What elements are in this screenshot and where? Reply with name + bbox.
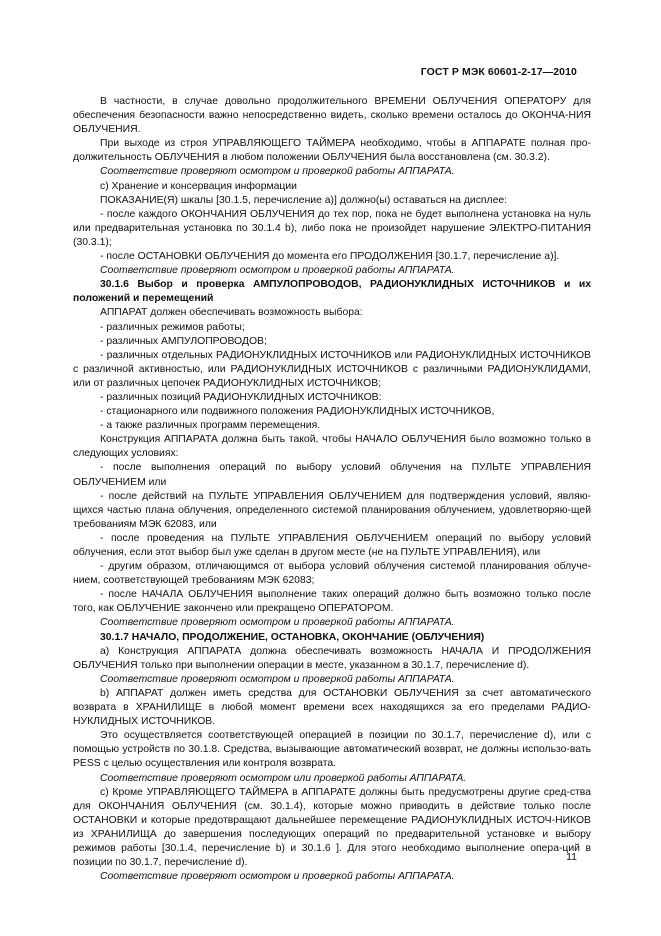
paragraph: - после ОСТАНОВКИ ОБЛУЧЕНИЯ до момента его ПРОДОЛЖЕНИЯ [30.1.7, перечисление а)]. [100, 251, 560, 263]
paragraph: В частности, в случае довольно продолжительного ВРЕМЕНИ ОБЛУЧЕНИЯ ОПЕРАТОРУ для обеспечения безопасности важно непосредственно видеть, сколько времени осталось до ОКОНЧА-НИЯ ОБЛУЧЕНИЯ. [73, 96, 591, 136]
paragraph: - различных режимов работы; [100, 321, 245, 333]
paragraph: a) Конструкция АППАРАТА должна обеспечивать возможность НАЧАЛА И ПРОДОЛЖЕНИЯ ОБЛУЧЕНИЯ только при выполнении операции в месте, указанном в 30.1.7, перечисление d). [73, 645, 591, 671]
paragraph: - другим образом, отличающимся от выбора условий облучения системой планирования облуче-нием, соответствующей требованиям МЭК 62083; [73, 561, 591, 587]
paragraph: - после каждого ОКОНЧАНИЯ ОБЛУЧЕНИЯ до тех пор, пока не будет выполнена установка на нуль или предварительная установка по 30.1.4 b), либо пока не произойдет нарушение ЭЛЕКТРО-ПИТАНИЯ (30.3.1); [73, 208, 591, 248]
paragraph: - после выполнения операций по выбору условий облучения на ПУЛЬТЕ УПРАВЛЕНИЯ ОБЛУЧЕНИЕМ или [73, 462, 591, 488]
paragraph: При выходе из строя УПРАВЛЯЮЩЕГО ТАЙМЕРА необходимо, чтобы в АППАРАТЕ полная про-должительность ОБЛУЧЕНИЯ в любом положении ОБЛУЧЕНИЯ была восстановлена (см. 30.3.2). [73, 138, 591, 164]
paragraph: Это осуществляется соответствующей операцией в позиции по 30.1.7, перечисление d), или с помощью устройств по 30.1.8. Средства, вызывающие автоматический возврат, не должны использо-вать PESS с целью осуществления или контроля возврата. [73, 730, 591, 770]
paragraph: - различных АМПУЛОПРОВОДОВ; [100, 335, 267, 347]
compliance-note: Соответствие проверяют осмотром и проверкой работы АППАРАТА. [100, 617, 455, 629]
paragraph: - после НАЧАЛА ОБЛУЧЕНИЯ выполнение таких операций должно быть возможно только после того, как ОБЛУЧЕНИЕ закончено или прекращено ОПЕРАТОРОМ. [73, 589, 591, 615]
paragraph: АППАРАТ должен обеспечивать возможность выбора: [100, 307, 363, 319]
paragraph: - различных позиций РАДИОНУКЛИДНЫХ ИСТОЧНИКОВ: [100, 391, 382, 403]
compliance-note: Соответствие проверяют осмотром или проверкой работы АППАРАТА. [100, 772, 467, 784]
paragraph: c) Хранение и консервация информации [100, 180, 297, 192]
section-heading: 30.1.6 Выбор и проверка АМПУЛОПРОВОДОВ, РАДИОНУКЛИДНЫХ ИСТОЧНИКОВ и их положений и перемещений [73, 279, 591, 305]
compliance-note: Соответствие проверяют осмотром и проверкой работы АППАРАТА. [100, 265, 455, 277]
paragraph: b) АППАРАТ должен иметь средства для ОСТАНОВКИ ОБЛУЧЕНИЯ за счет автоматического возврата в ХРАНИЛИЩЕ в любой момент времени всех находящихся за его пределами РАДИО-НУКЛИДНЫХ ИСТОЧНИКОВ. [73, 687, 591, 728]
paragraph: c) Кроме УПРАВЛЯЮЩЕГО ТАЙМЕРА в АППАРАТЕ должны быть предусмотрены другие сред-ства для ОКОНЧАНИЯ ОБЛУЧЕНИЯ (см. 30.1.4), которые можно приводить в действие только после ОСТАНОВКИ и которые предотвращают дальнейшее перемещение РАДИОНУКЛИДНЫХ ИСТОЧ-НИКОВ из ХРАНИЛИЩА до завершения последующих операций по предварительной установке и выбору режимов работы [30.1.4, перечисление b) и 30.1.6 ]. Для этого необходимо выполнение опера-ций в позиции по 30.1.7, перечисление d). [73, 786, 591, 869]
document-body [73, 95, 591, 884]
standard-header: ГОСТ Р МЭК 60601-2-17—2010 [420, 66, 577, 78]
paragraph: - различных отдельных РАДИОНУКЛИДНЫХ ИСТОЧНИКОВ или РАДИОНУКЛИДНЫХ ИСТОЧНИКОВ с различной активностью, или РАДИОНУКЛИДНЫХ ИСТОЧНИКОВ с различными РАДИОНУКЛИДАМИ, или от различных цепочек РАДИОНУКЛИДНЫХ ИСТОЧНИКОВ; [73, 349, 591, 389]
paragraph: Конструкция АППАРАТА должна быть такой, чтобы НАЧАЛО ОБЛУЧЕНИЯ было возможно только в следующих условиях: [73, 434, 591, 460]
paragraph: - а также различных программ перемещения. [100, 420, 321, 432]
paragraph: - после действий на ПУЛЬТЕ УПРАВЛЕНИЯ ОБЛУЧЕНИЕМ для подтверждения условий, являю-щихся частью плана облучения, определенного системой планирования облучением, удовлетворяю-щей требованиям МЭК 62083, или [73, 490, 591, 530]
section-heading: 30.1.7 НАЧАЛО, ПРОДОЛЖЕНИЕ, ОСТАНОВКА, ОКОНЧАНИЕ (ОБЛУЧЕНИЯ) [100, 631, 485, 643]
paragraph: ПОКАЗАНИЕ(Я) шкалы [30.1.5, перечисление а)] должно(ы) оставаться на дисплее: [100, 194, 508, 206]
compliance-note: Соответствие проверяют осмотром и проверкой работы АППАРАТА. [100, 871, 455, 883]
paragraph: - стационарного или подвижного положения РАДИОНУКЛИДНЫХ ИСТОЧНИКОВ, [100, 406, 495, 418]
compliance-note: Соответствие проверяют осмотром и проверкой работы АППАРАТА. [100, 166, 455, 178]
compliance-note: Соответствие проверяют осмотром и проверкой работы АППАРАТА. [100, 673, 455, 685]
paragraph: - после проведения на ПУЛЬТЕ УПРАВЛЕНИЯ ОБЛУЧЕНИЕМ операций по выбору условий облучения, если этот выбор был уже сделан в другом месте (не на ПУЛЬТЕ УПРАВЛЕНИЯ), или [73, 532, 591, 558]
page-number: 11 [566, 851, 577, 863]
